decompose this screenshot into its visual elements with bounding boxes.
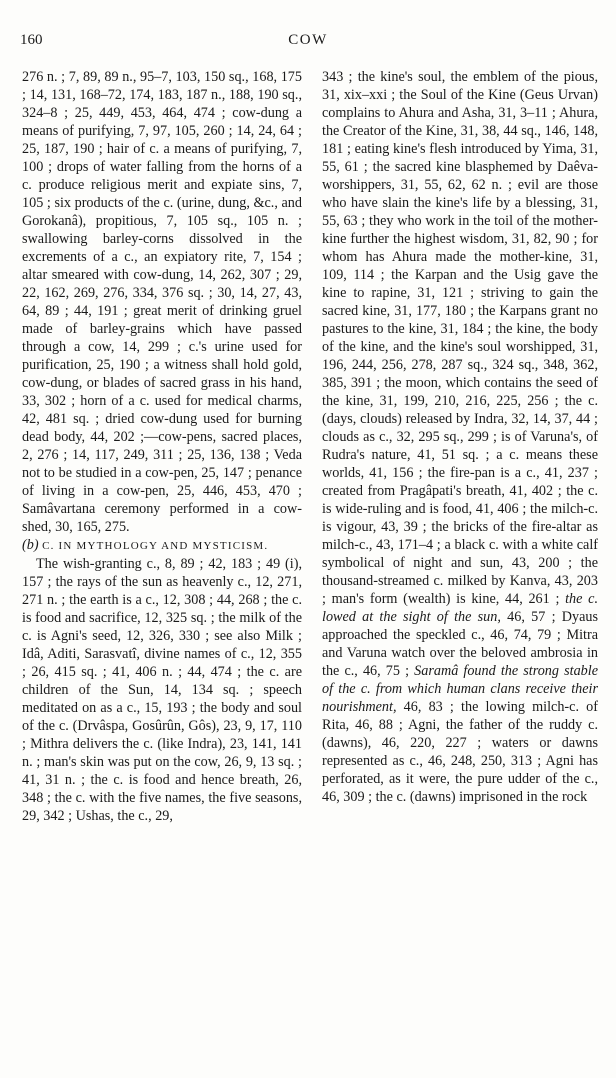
index-text-run: 46, 57 ; Dyaus approached the speckled c., 46, 74, 79 ; Mitra and Varuna watch over the beloved ambrosia in the c., 46, 75 ; — [322, 609, 599, 679]
left-column — [22, 68, 302, 825]
right-column — [322, 68, 598, 806]
index-entry-text — [322, 68, 598, 806]
quoted-phrase: Saramâ found the strong stable of the c. from which human clans receive their nourishment, — [322, 663, 598, 715]
index-entry-text: 276 n. ; 7, 89, 89 n., 95–7, 103, 150 sq., 168, 175 ; 14, 131, 168–72, 174, 183, 187 n., 188, 190 sq., 324–8 ; 25, 449, 453, 464, 474 ; cow-dung a means of purifying, 7, 97, 105, 260 ; 14, 24, 64 ; 25, 187, 190 ; hair of c. a means of purifying, 7, 100 ; drops of water falling from the horns of a c. produce religious merit and expiate sins, 7, 105 ; six products of the c. (urine, dung, &c., and Gorokanâ), propitious, 7, 105 sq., 105 n. ; swallowing barley-corns dissolved in the excrements of a c., an expiatory rite, 7, 154 ; altar smeared with cow-dung, 14, 262, 307 ; 29, 22, 162, 269, 276, 334, 376 sq. ; 30, 14, 27, 43, 64, 89 ; 44, 191 ; great merit of drinking gruel made of barley-grains which have passed through a cow, 14, 299 ; c.'s urine used for purification, 25, 190 ; a witness shall hold gold, cow-dung, or blades of sacred grass in his hand, 33, 302 ; horn of a c. used for medical charms, 42, 481 sq. ; dried cow-dung used for burning dead body, 44, 202 ;—cow-pens, sacred places, 2, 276 ; 14, 117, 249, 311 ; 25, 136, 138 ; Veda not to be studied in a cow-pen, 25, 147 ; penance of living in a cow-pen, 25, 446, 453, 470 ; Samâvartana ceremony performed in a cow-shed, 30, 165, 275. — [22, 69, 302, 535]
page-number: 160 — [20, 32, 43, 48]
index-text-run: 46, 83 ; the lowing milch-c. of Rita, 46, 88 ; Agni, the father of the ruddy c. (dawns), 46, 220, 227 ; waters or dawns represented as c., 46, 248, 250, 313 ; Agni has perforated, as it were, the pure udder of the c., 46, 309 ; the c. (dawns) imprisoned in the rock — [322, 699, 598, 805]
section-title: C. IN MYTHOLOGY AND MYSTICISM. — [42, 540, 269, 552]
page-header — [0, 32, 616, 52]
index-entry-text: The wish-granting c., 8, 89 ; 42, 183 ; 49 (i), 157 ; the rays of the sun as heavenly c., 12, 271, 271 n. ; the earth is a c., 12, 308 ; 44, 268 ; the c. is food and sacrifice, 12, 325 sq. ; the milk of the c. is Agni's seed, 12, 326, 330 ; see also Milk ; Idâ, Aditi, Sarasvatî, divine names of c., 12, 355 ; 26, 415 sq. ; 41, 406 n. ; 44, 474 ; the c. are children of the Sun, 14, 134 sq. ; speech meditated on as a c., 15, 193 ; the body and soul of the c. (Drvâspa, Gosûrûn, Gôs), 23, 9, 17, 110 ; Mithra delivers the c. (like Indra), 23, 141, 141 n. ; man's skin was put on the cow, 26, 9, 13 sq. ; 41, 31 n. ; the c. is food and hence breath, 26, 348 ; the c. with the five names, the five seasons, 29, 342 ; Ushas, the c., 29, — [22, 556, 302, 824]
section-heading — [22, 536, 302, 555]
index-text-run: 343 ; the kine's soul, the emblem of the pious, 31, xix–xxi ; the Soul of the Kine (Geus Urvan) complains to Ahura and Asha, 31, 3–11 ; Ahura, the Creator of the Kine, 31, 38, 44 sq., 146, 148, 181 ; eating kine's flesh introduced by Yima, 31, 55, 61 ; the sacred kine blasphemed by Daêva-worshippers, 31, 55, 62, 62 n. ; evil are those who have slain the kine's life by a blessing, 31, 55, 63 ; they who work in the toil of the mother-kine further the highest wisdom, 31, 82, 90 ; for whom has Ahura made the mother-kine, 31, 109, 114 ; the Karpan and the Usig gave the kine to rapine, 31, 121 ; striving to gain the sacred kine, 31, 177, 180 ; the Karpans grant no pastures to the kine, 31, 184 ; the kine, the body of the kine, and the kine's soul worshipped, 31, 196, 244, 256, 278, 287 sq., 324 sq., 348, 362, 385, 391 ; the moon, which contains the seed of the kine, 31, 199, 210, 216, 225, 256 ; the c. (days, clouds) released by Indra, 32, 14, 37, 44 ; clouds as c., 32, 295 sq., 299 ; is of Varuna's, of Rudra's nature, 41, 51 sq. ; a c. means these worlds, 41, 156 ; the fire-pan is a c., 41, 237 ; created from Pragâpati's breath, 41, 402 ; the c. is wide-ruling and is food, 41, 406 ; the milch-c. is vigour, 43, 39 ; the bricks of the fire-altar as milch-c., 43, 171–4 ; a black c. with a white calf symbolical of night and sun, 43, 200 ; the thousand-streamed c. milked by Kanva, 43, 203 ; man's form (wealth) is kine, 44, 261 ; — [322, 69, 598, 607]
running-head: COW — [288, 32, 328, 48]
section-label: (b) — [22, 537, 39, 553]
quoted-phrase: the c. lowed at the sight of the sun, — [322, 591, 598, 625]
